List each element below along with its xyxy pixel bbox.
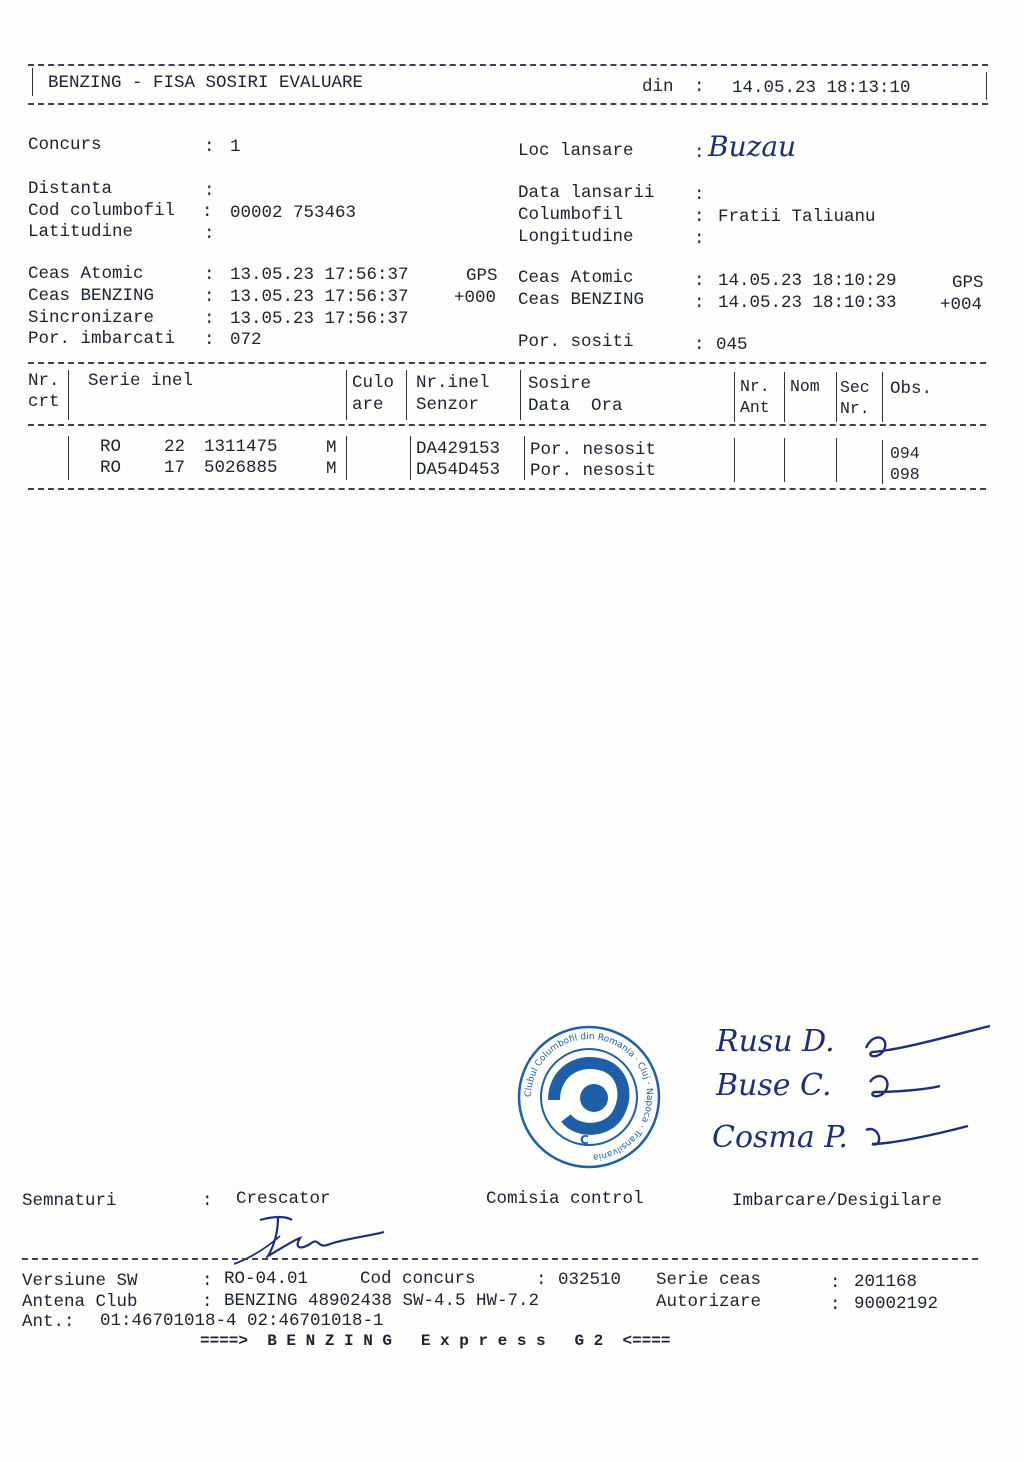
table-row-year: 17	[164, 458, 186, 478]
concurs-label: Concurs	[28, 135, 102, 155]
columbofil-label: Columbofil	[518, 205, 624, 225]
distanta-label: Distanta	[28, 179, 113, 199]
crescator-label: Crescator	[236, 1189, 331, 1209]
serie-ceas-label: Serie ceas	[656, 1270, 762, 1290]
table-bottom-rule	[28, 488, 986, 490]
colon: :	[204, 265, 215, 285]
stamp-inner-letter: C	[580, 1133, 589, 1147]
colon: :	[204, 181, 215, 201]
colon: :	[694, 271, 705, 291]
comisia-control-label: Comisia control	[486, 1189, 644, 1209]
left-atomic-label: Ceas Atomic	[28, 264, 144, 284]
colon: :	[694, 207, 705, 227]
colon: :	[202, 202, 213, 222]
longitudine-label: Longitudine	[518, 227, 634, 247]
table-row-obs: 094	[890, 444, 920, 463]
colon: :	[694, 335, 705, 355]
table-row-ring: 1311475	[204, 437, 278, 457]
colon: :	[830, 1295, 841, 1315]
table-col-sep	[68, 436, 69, 480]
table-col-sep	[346, 370, 347, 420]
antena-club-label: Antena Club	[22, 1292, 138, 1312]
table-row-country: RO	[100, 458, 122, 478]
table-col-sep	[410, 436, 411, 480]
th-nr-ant: Nr.	[740, 377, 770, 396]
colon: :	[204, 309, 215, 329]
table-col-sep	[882, 372, 883, 422]
commission-signature-name: Cosma P.	[712, 1120, 848, 1155]
brand-line: ====> B E N Z I N G E x p r e s s G 2 <====	[200, 1332, 671, 1350]
colon: :	[204, 224, 215, 244]
table-col-sep	[836, 438, 837, 482]
colon: :	[694, 293, 705, 313]
th-sec: Sec	[840, 378, 870, 397]
ant-label: Ant.:	[22, 1312, 75, 1332]
table-col-sep	[784, 372, 785, 422]
sincronizare-value: 13.05.23 17:56:37	[230, 309, 409, 329]
loc-lansare-handwritten: Buzau	[708, 130, 797, 163]
left-benzing-value: 13.05.23 17:56:37	[230, 287, 409, 307]
imbarcare-desigilare-label: Imbarcare/Desigilare	[732, 1191, 943, 1211]
sincronizare-label: Sincronizare	[28, 308, 155, 328]
left-benzing-label: Ceas BENZING	[28, 286, 155, 306]
header-bottom-rule	[28, 103, 988, 105]
concurs-value: 1	[230, 137, 241, 157]
right-atomic-value: 14.05.23 18:10:29	[718, 271, 897, 291]
table-row-sex: M	[326, 438, 337, 458]
th-culoare: Culo	[352, 373, 395, 393]
table-col-sep	[524, 436, 525, 480]
ant-value: 01:46701018-4 02:46701018-1	[100, 1311, 384, 1331]
th-culoare-2: are	[352, 395, 384, 415]
colon: :	[204, 330, 215, 350]
colon: :	[204, 287, 215, 307]
colon: :	[830, 1273, 841, 1293]
cod-concurs-label: Cod concurs	[360, 1269, 476, 1289]
right-atomic-label: Ceas Atomic	[518, 268, 634, 288]
right-benzing-label: Ceas BENZING	[518, 290, 645, 310]
colon: :	[202, 1191, 213, 1211]
th-sosire: Sosire	[528, 374, 592, 394]
colon: :	[694, 185, 705, 205]
table-header-rule	[28, 424, 986, 426]
sositi-value: 045	[716, 335, 748, 355]
imbarcati-label: Por. imbarcati	[28, 329, 176, 349]
loc-lansare-label: Loc lansare	[518, 141, 634, 161]
colon: :	[202, 1292, 213, 1312]
breeder-signature	[220, 1206, 390, 1276]
th-ant: Ant	[740, 398, 770, 417]
cod-columbofil-label: Cod columbofil	[28, 201, 176, 221]
header-top-rule	[28, 64, 988, 66]
commission-signature-strokes	[860, 1020, 1000, 1170]
colon: :	[202, 1271, 213, 1291]
commission-signature-name: Rusu D.	[716, 1024, 835, 1059]
table-col-sep	[346, 436, 347, 480]
table-col-sep	[406, 370, 407, 420]
table-row-status: Por. nesosit	[530, 440, 657, 460]
table-col-sep	[836, 372, 837, 422]
latitudine-label: Latitudine	[28, 222, 134, 242]
cod-concurs-value: 032510	[558, 1270, 622, 1290]
header-left-bar	[32, 68, 33, 96]
th-sec-nr: Nr.	[840, 399, 870, 418]
left-atomic-suffix: GPS	[466, 266, 498, 286]
footer-rule	[22, 1258, 978, 1260]
table-row-sex: M	[326, 459, 337, 479]
th-data-ora: Data Ora	[528, 396, 623, 416]
stamp-outer-text: Clubul Columbofil din Romania · Cluj · Napoca · Transilvania	[523, 1031, 655, 1162]
table-row-country: RO	[100, 437, 122, 457]
colon: :	[694, 229, 705, 249]
th-serie-inel: Serie inel	[88, 371, 194, 391]
th-nr-crt-2: crt	[28, 392, 60, 412]
report-date-label: din	[642, 77, 674, 97]
right-atomic-suffix: GPS	[952, 273, 984, 293]
th-senzor: Senzor	[416, 395, 480, 415]
report-date-value: 14.05.23 18:13:10	[732, 78, 911, 98]
table-row-sensor: DA54D453	[416, 460, 501, 480]
colon: :	[694, 77, 705, 97]
commission-signature-name: Buse C.	[716, 1068, 832, 1103]
table-row-status: Por. nesosit	[530, 461, 657, 481]
th-obs: Obs.	[890, 379, 933, 399]
left-atomic-value: 13.05.23 17:56:37	[230, 265, 409, 285]
table-col-sep	[734, 438, 735, 482]
table-row-obs: 098	[890, 465, 920, 484]
colon: :	[536, 1270, 547, 1290]
table-row-ring: 5026885	[204, 458, 278, 478]
serie-ceas-value: 201168	[854, 1272, 918, 1292]
table-col-sep	[68, 370, 69, 420]
table-col-sep	[784, 438, 785, 482]
cod-columbofil-value: 00002 753463	[230, 203, 357, 223]
autorizare-value: 90002192	[854, 1294, 939, 1314]
colon: :	[694, 143, 705, 163]
versiune-sw-label: Versiune SW	[22, 1271, 138, 1291]
th-nr-crt: Nr.	[28, 371, 60, 391]
left-benzing-suffix: +000	[454, 288, 497, 308]
table-col-sep	[882, 440, 883, 484]
table-row-sensor: DA429153	[416, 439, 501, 459]
club-stamp	[514, 1022, 664, 1172]
colon: :	[204, 137, 215, 157]
report-title: BENZING - FISA SOSIRI EVALUARE	[48, 73, 364, 93]
semnaturi-label: Semnaturi	[22, 1191, 117, 1211]
columbofil-value: Fratii Taliuanu	[718, 207, 876, 227]
table-row-year: 22	[164, 437, 186, 457]
header-right-bar	[986, 72, 987, 100]
imbarcati-value: 072	[230, 330, 262, 350]
antena-club-value: BENZING 48902438 SW-4.5 HW-7.2	[224, 1291, 540, 1311]
th-nom: Nom	[790, 377, 820, 396]
right-benzing-value: 14.05.23 18:10:33	[718, 293, 897, 313]
table-col-sep	[520, 370, 521, 420]
sositi-label: Por. sositi	[518, 332, 634, 352]
table-top-rule	[28, 362, 986, 364]
th-nr-inel: Nr.inel	[416, 373, 490, 393]
versiune-sw-value: RO-04.01	[224, 1269, 309, 1289]
autorizare-label: Autorizare	[656, 1292, 762, 1312]
table-col-sep	[734, 372, 735, 422]
right-benzing-suffix: +004	[940, 295, 983, 315]
data-lansarii-label: Data lansarii	[518, 183, 655, 203]
